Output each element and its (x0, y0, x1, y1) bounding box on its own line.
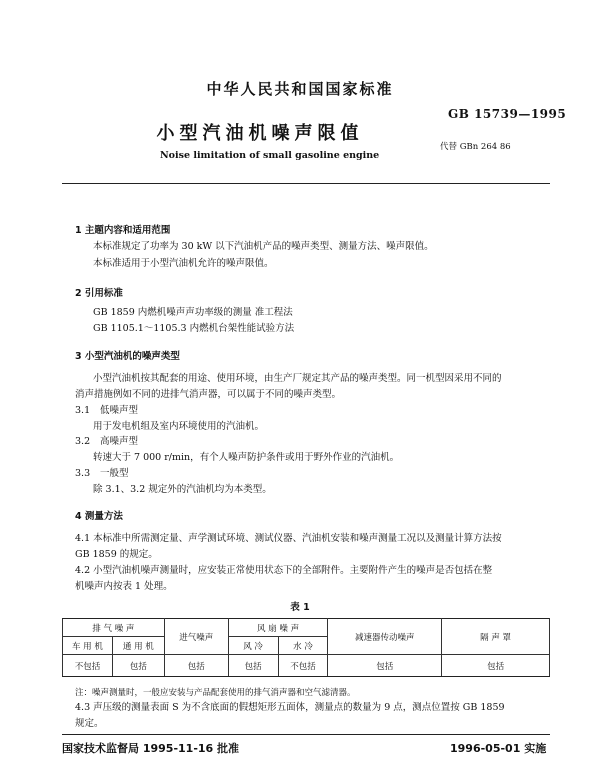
section-4-3-line-2: 规定。 (75, 718, 104, 729)
table-cell: 包括 (164, 655, 228, 677)
section-1-para-2: 本标准适用于小型汽油机允许的噪声限值。 (93, 258, 274, 269)
section-3-2-body: 转速大于 7 000 r/min，有个人噪声防护条件或用于野外作业的汽油机。 (93, 452, 400, 463)
header-intake-noise: 进气噪声 (164, 619, 228, 655)
section-4-1-line-1: 4.1 本标准中所需测定量、声学测试环境、测试仪器、汽油机安装和噪声测量工况以及测量计算方法按 (75, 533, 502, 544)
section-3-1-number: 3.1 (75, 405, 91, 416)
section-3-2-title: 高噪声型 (100, 436, 139, 447)
reference-1: GB 1859 内燃机噪声声功率级的测量 准工程法 (93, 307, 293, 318)
header-air-cooled: 风 冷 (228, 637, 278, 655)
table-1 (62, 618, 550, 677)
table-cell: 包括 (228, 655, 278, 677)
replaces-note: 代替 GBn 264 86 (440, 142, 511, 152)
section-3-3-body: 除 3.1、3.2 规定外的汽油机均为本类型。 (93, 484, 272, 495)
header-rule (62, 183, 550, 184)
reference-2: GB 1105.1～1105.3 内燃机台架性能试验方法 (93, 323, 295, 334)
table-cell: 不包括 (278, 655, 328, 677)
approval-date: 国家技术监督局 1995-11-16 批准 (62, 742, 240, 755)
header-water-cooled: 水 冷 (278, 637, 328, 655)
section-3-title: 3 小型汽油机的噪声类型 (75, 351, 180, 362)
section-3-1-title: 低噪声型 (100, 405, 139, 416)
document-title: 小型汽油机噪声限值 (156, 123, 364, 144)
table-cell: 包括 (328, 655, 442, 677)
section-3-para-line-2: 消声措施例如不同的进排气消声器，可以属于不同的噪声类型。 (75, 389, 342, 400)
table-cell: 包括 (112, 655, 164, 677)
section-1-para-1: 本标准规定了功率为 30 kW 以下汽油机产品的噪声类型、测量方法、噪声限值。 (93, 241, 434, 252)
header-sound-shield: 隔 声 罩 (442, 619, 550, 655)
table-cell: 包括 (442, 655, 550, 677)
header-reducer-noise: 减速器传动噪声 (328, 619, 442, 655)
standard-number: GB 15739—1995 (448, 107, 567, 121)
header-fan-noise: 风 扇 噪 声 (228, 619, 328, 637)
footer-rule (62, 734, 550, 735)
section-1-title: 1 主题内容和适用范围 (75, 225, 171, 236)
header-vehicle-engine: 车 用 机 (63, 637, 113, 655)
english-title: Noise limitation of small gasoline engine (160, 150, 380, 161)
table-1-caption: 表 1 (290, 602, 310, 613)
national-standard-heading: 中华人民共和国国家标准 (206, 80, 394, 98)
section-4-1-line-2: GB 1859 的规定。 (75, 549, 158, 560)
header-general-engine: 通 用 机 (112, 637, 164, 655)
section-4-2-line-1: 4.2 小型汽油机噪声测量时，应安装正常使用状态下的全部附件。主要附件产生的噪声是否包括在整 (75, 565, 493, 576)
section-4-title: 4 测量方法 (75, 511, 123, 522)
section-2-title: 2 引用标准 (75, 288, 123, 299)
effective-date: 1996-05-01 实施 (450, 742, 547, 755)
section-3-3-title: 一般型 (100, 468, 129, 479)
table-note: 注：噪声测量时，一般应安装与产品配套使用的排气消声器和空气滤清器。 (75, 688, 356, 698)
section-4-3-line-1: 4.3 声压级的测量表面 S 为不含底面的假想矩形五面体，测量点的数量为 9 点，测点位置按 GB 1859 (75, 702, 505, 713)
table-cell: 不包括 (63, 655, 113, 677)
section-3-2-number: 3.2 (75, 436, 91, 447)
section-3-para-line-1: 小型汽油机按其配套的用途、使用环境，由生产厂规定其产品的噪声类型。同一机型因采用不同的 (93, 373, 502, 384)
section-3-3-number: 3.3 (75, 468, 91, 479)
section-3-1-body: 用于发电机组及室内环境使用的汽油机。 (93, 421, 265, 432)
section-4-2-line-2: 机噪声内按表 1 处理。 (75, 581, 173, 592)
header-exhaust-noise: 排 气 噪 声 (63, 619, 165, 637)
